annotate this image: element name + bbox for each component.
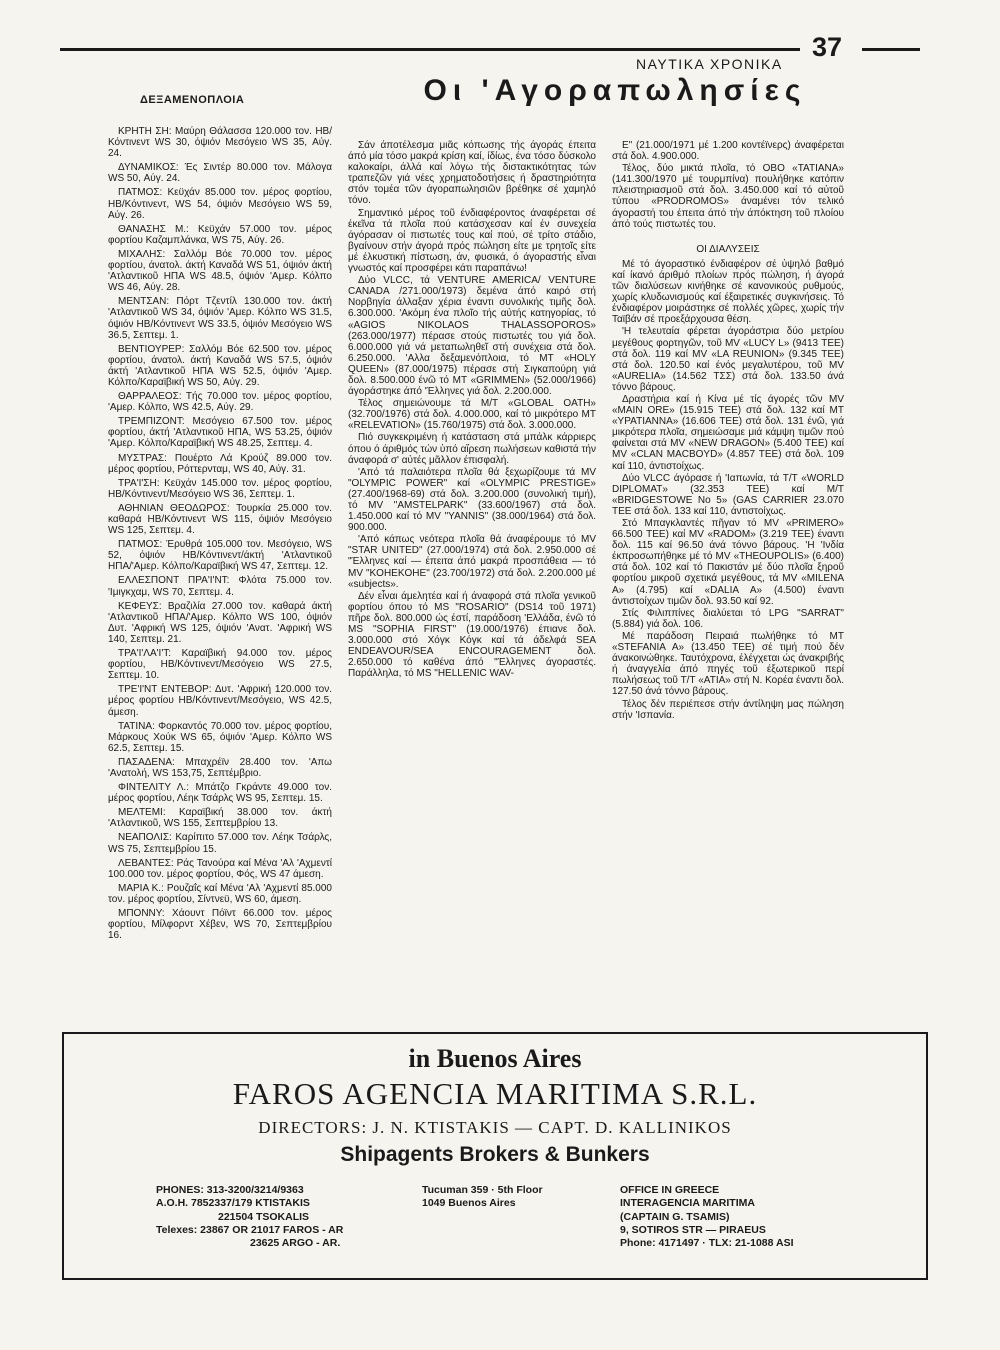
article-paragraph: Πιό συγκεκριμένη ή κατάσταση στά μπάλκ κάρριερς όπου ό άριθμός τών ὑπό αἵρεση πωλήσεων καθιστά τήν άναφορά σ' αὐτές μᾶλλον έπισφαλή. xyxy=(348,432,596,466)
page-number: 37 xyxy=(812,32,843,62)
tanker-entry: ΠΑΤΜΟΣ: Έρυθρά 105.000 τον. Μεσόγειο, WS 52, όψιόν ΗΒ/Κόντινεντ/άκτή 'Ατλαντικοῦ ΗΠΑ/'Αμερ. Κόλπο/Καραϊβική WS 47, Σεπτεμ. 12. xyxy=(108,539,332,573)
ad-office-line: INTERAGENCIA MARITIMA xyxy=(620,1197,755,1210)
ad-contacts xyxy=(156,1184,343,1250)
ad-title: in Buenos Aires xyxy=(408,1044,582,1073)
article-paragraph: Στό Μπαγκλαντές πῆγαν τό MV «PRIMERO» 66.500 ΤΕΕ) καί MV «RADOM» (3.219 ΤΕΕ) έναντι δολ. 115 καί 96.50 άνά τόννο βάρους. 'Η 'Ινδία έκπροσωπήθηκε μέ τό MV «THEOUPOLIS» (6.400) στά δολ. 102 καί τό Πακιστάν μέ δύο πλοῖα ξηροῦ φορτίου μικροῦ σχετικά μεγέθους, τά MV «MILENA A» (4.795) καί «DALIA A» (4.500) έναντι άντιστοίχων τιμῶν δολ. 93.50 καί 92. xyxy=(612,518,844,607)
tanker-entry: ΤΡΑ'Ι'ΣΗ: Κεϋχάν 145.000 τον. μέρος φορτίου, ΗΒ/Κόντινεντ/Μεσόγειο WS 36, Σεπτεμ. 1. xyxy=(108,477,332,500)
ad-office-line: 9, SOTIROS STR — PIRAEUS xyxy=(620,1223,766,1236)
article-column-middle xyxy=(348,140,596,681)
tanker-entry: ΘΑΡΡΑΛΕΟΣ: Τής 70.000 τον. μέρος φορτίου, 'Αμερ. Κόλπο, WS 42.5, Αύγ. 29. xyxy=(108,391,332,414)
article-paragraph: Σάν άποτέλεσμα μιᾶς κόπωσης τής άγοράς έπειτα άπό μία τόσο μακρά κρίση καί, ίδίως, ένα τόσο δύσκολο καλοκαίρι, άλλά καί λόγω τής διστακτικότητας τών τραπεζῶν γιά νέες χρηματοδοτήσεις ή δραστηριότητα στόν τομέα τῶν άγοραπωλησιῶν βρέθηκε σέ χαμηλό τόνο. xyxy=(348,140,596,207)
tanker-entry: ΜΕΛΤΕΜΙ: Καραϊβική 38.000 τον. άκτή 'Ατλαντικοῦ, WS 155, Σεπτεμβρίου 13. xyxy=(108,807,332,830)
tanker-entry: ΔΥΝΑΜΙΚΟΣ: Ές Σιντέρ 80.000 τον. Μάλογα WS 50, Αύγ. 24. xyxy=(108,162,332,185)
article-column-right xyxy=(612,140,844,722)
article-paragraph: Δύο VLCC άγόρασε ή 'Ιαπωνία, τά Τ/Τ «WORLD DIPLOMAT» (32.353 ΤΕΕ) καί Μ/Τ «BRIDGESTOWE No 5» (GAS CARRIER 23.070 ΤΕΕ στά δολ. 133 καί 110, άντιστοίχως. xyxy=(612,472,844,517)
ad-contact-line: PHONES: 313-3200/3214/9363 xyxy=(156,1184,304,1196)
header-rule-left xyxy=(60,48,800,51)
article-paragraph: Τέλος, δύο μικτά πλοῖα, τό ΟΒΟ «TATIANA» (141.300/1970 μέ τουρμπίνα) πουλήθηκε κατόπιν πλειστηριασμοῦ στά δολ. 3.450.000 καί τό αὐτοῦ τύπου «PRODROMOS» άναμένει τόν τελικό άγοραστή του έπειτα άπό τήν άπόκτηση τοῦ πλοίου άπό τούς πιστωτές του. xyxy=(612,163,844,230)
scrapping-subheading: ΟΙ ΔΙΑΛΥΣΕΙΣ xyxy=(696,243,760,255)
article-paragraph: Τέλος δέν περιέπεσε στήν άντίληψη μας πώληση στήν 'Ισπανία. xyxy=(612,698,844,721)
tanker-entry: ΘΑΝΑΣΗΣ Μ.: Κεϋχάν 57.000 τον. μέρος φορτίου Καζαμπλάνκα, WS 75, Αύγ. 26. xyxy=(108,223,332,246)
tanker-list xyxy=(108,126,332,944)
tanker-entry: ΜΥΣΤΡΑΣ: Πουέρτο Λά Κρούζ 89.000 τον. μέρος φορτίου, Ρόττερνταμ, WS 40, Αύγ. 31. xyxy=(108,452,332,475)
article-paragraph: Μέ τό άγοραστικό ένδιαφέρον σέ ὑψηλό βαθμό καί ίκανό άριθμό πλοίων πρός πώληση, ή άγορά τῶν διαλύσεων κινήθηκε σέ κανονικούς ρυθμούς, χωρίς κλυδωνισμούς καί έξαιρετικές συγκινήσεις. Τό ένδιαφέρον μοιράστηκε σέ πολλές χῶρες, χωρίς τήν Ταϊβάν σέ προεξάρχουσα θέση. xyxy=(612,258,844,326)
ad-office-line: OFFICE IN GREECE xyxy=(620,1184,720,1196)
ad-greece-office xyxy=(620,1184,794,1250)
tanker-entry: ΜΠΟΝΝΥ: Χάουντ Πόϊντ 66.000 τον. μέρος φορτίου, Μίλφορντ Χέβεν, WS 70, Σεπτεμβρίου 16. xyxy=(108,908,332,942)
section-label: ΔΕΞΑΜΕΝΟΠΛΟΙΑ xyxy=(140,94,245,106)
ad-office-line: (CAPTAIN G. TSAMIS) xyxy=(620,1210,730,1223)
tanker-entry: ΤΡΑ'Ι'ΛΑ'Ι'Τ: Καραϊβική 94.000 τον. μέρος φορτίου, ΗΒ/Κόντινεντ/Μεσόγειο WS 27.5, Σεπτεμ. 10. xyxy=(108,648,332,682)
ad-address xyxy=(422,1184,543,1211)
article-paragraph: Μέ παράδοση Πειραιά πωλήθηκε τό ΜΤ «STEFANIA A» (13.450 ΤΕΕ) σέ τιμή πού δέν άνακοινώθηκε. Ταυτόχρονα, έλέγχεται ώς άνακριβής ή άναγγελία άπό πηγές τοῦ έξωτερικοῦ περί πωλήσεως τοῦ Τ/Τ «ΑΤΙΑ» στή Ν. Κορέα έναντι δολ. 127.50 άνά τόννο βάρους. xyxy=(612,630,844,698)
article-paragraph: Στίς Φιλιππίνες διαλύεται τό LPG "SARRAT" (5.884) γιά δολ. 106. xyxy=(612,607,844,630)
ad-address-line: Tucuman 359 · 5th Floor xyxy=(422,1184,543,1196)
ad-company-name: FAROS AGENCIA MARITIMA S.R.L. xyxy=(232,1076,758,1111)
article-paragraph: Τέλος σημειώνουμε τά Μ/Τ «GLOBAL OATH» (32.700/1976) στά δολ. 4.000.000, καί τό μικρότερο ΜΤ «RELEVATION» (15.760/1975) στά δολ. 3.000.000. xyxy=(348,398,596,432)
tanker-entry: ΠΑΤΜΟΣ: Κεϋχάν 85.000 τον. μέρος φορτίου, ΗΒ/Κόντινεντ, WS 54, όψιόν Μεσόγειο WS 59, Αύγ. 26. xyxy=(108,187,332,221)
article-paragraph: 'Από τά παλαιότερα πλοῖα θά ξεχωρίζουμε τά MV "OLYMPIC POWER" καί «OLYMPIC PRESTIGE» (27.400/1968-69) στά δολ. 3.200.000 (συνολική τιμή), τό MV "AMSTELPARK" (33.600/1967) στά δολ. 1.450.000 καί τό MV "YANNIS" (38.000/1964) στά δολ. 900.000. xyxy=(348,466,596,534)
tanker-entry: ΤΑΤΙΝΑ: Φορκαντός 70.000 τον. μέρος φορτίου, Μάρκους Χούκ WS 65, όψιόν 'Αμερ. Κόλπο WS 62.5, Σεπτεμ. 15. xyxy=(108,720,332,754)
ad-contact-line: 221504 TSOKALIS xyxy=(218,1210,310,1223)
ad-office-line: Phone: 4171497 · TLX: 21-1088 ASI xyxy=(620,1237,794,1250)
tanker-entry: ΛΕΒΑΝΤΕΣ: Ράς Τανούρα καί Μένα 'Αλ 'Αχμεντί 100.000 τον. μέρος φορτίου, Φός, WS 47 άμεση. xyxy=(108,857,332,880)
tanker-entry: ΜΕΝΤΣΑΝ: Πόρτ Τζεντίλ 130.000 τον. άκτή 'Ατλαντικοῦ WS 34, όψιόν 'Αμερ. Κόλπο WS 31.5, όψιόν ΗΒ/Κόντινεντ WS 33.5, όψιόν Μεσόγειο WS 36.5, Σεπτεμ. 1. xyxy=(108,296,332,341)
ad-directors: DIRECTORS: J. N. KTISTAKIS — CAPT. D. KALLINIKOS xyxy=(258,1118,732,1137)
tanker-entry: ΤΡΕ'Ι'ΝΤ ΕΝΤΕΒΟΡ: Δυτ. 'Αφρική 120.000 τον. μέρος φορτίου ΗΒ/Κόντινεντ/Μεσόγειο, WS 42.5, άμεση. xyxy=(108,684,332,718)
header-rule-right xyxy=(862,48,920,51)
article-paragraph: Δύο VLCC, τά VENTURE AMERICA/ VENTURE CANADA /271.000/1973) δεμένα άπό καιρό στή Νορβηγία άλλαξαν χέρια έναντι συνολικής τιμῆς δολ. 6.300.000. 'Ακόμη ένα πλοῖο τής αὐτής κατηγορίας, τό «AGIOS NIKOLAOS THALASSOPOROS» (263.000/1977) πέρασε στούς πιστωτές του γιά δολ. 6.000.000 γιά νά μεταπωληθεῖ στή συνέχεια στά δολ. 6.250.000. 'Αλλα δεξαμενόπλοια, τό ΜΤ «HOLY QUEEN» (87.000/1975) πέρασε στή Σιγκαπούρη γιά δολ. 8.500.000 ένῶ τό ΜΤ «GRIMMEN» (52.000/1966) άγοράστηκε άπό 'Έλληνες γιά δολ. 2.200.000. xyxy=(348,275,596,398)
ad-contact-line: Telexes: 23867 OR 21017 FAROS - AR xyxy=(156,1223,344,1236)
tanker-entry: ΜΑΡΙΑ Κ.: Ρουζαΐς καί Μένα 'Αλ 'Αχμεντί 85.000 τον. μέρος φορτίου, Σίντνεϋ, WS 60, άμεση. xyxy=(108,882,332,905)
article-paragraph: 'Από κάπως νεότερα πλοῖα θά άναφέρουμε τό MV "STAR UNITED" (27.000/1974) στά δολ. 2.950.000 σέ "Έλληνες καί — έπειτα άπό μακρά προσπάθεια — τό MV "KOHEKOHE" (23.700/1972) στά δολ. 2.200.000 μέ «subjects». xyxy=(348,534,596,590)
tanker-entry: ΑΘΗΝΙΑΝ ΘΕΟΔΩΡΟΣ: Τουρκία 25.000 τον. καθαρά ΗΒ/Κόντινεντ WS 115, όψιόν Μεσόγειο WS 125, Σεπτεμ. 4. xyxy=(108,502,332,537)
tanker-entry: ΦΙΝΤΕΛΙΤΥ Λ.: Μπάτζο Γκράντε 49.000 τον. μέρος φορτίου, Λέηκ Τσάρλς WS 95, Σεπτεμ. 15. xyxy=(108,782,332,805)
tanker-entry: ΚΡΗΤΗ ΣΗ: Μαύρη Θάλασσα 120.000 τον. ΗΒ/Κόντινεντ WS 30, όψιόν Μεσόγειο WS 35, Αύγ. 24. xyxy=(108,126,332,160)
tanker-entry: ΜΙΧΑΛΗΣ: Σαλλόμ Βόε 70.000 τον. μέρος φορτίου, άνατολ. άκτή Καναδά WS 51, όψιόν άκτή 'Ατλαντικοῦ ΗΠΑ WS 48.5, όψιόν 'Αμερ. Κόλπο WS 46, Αύγ. 28. xyxy=(108,248,332,294)
tanker-entry: ΒΕΝΤΙΟΥΡΕΡ: Σαλλόμ Βόε 62.500 τον. μέρος φορτίου, άνατολ. άκτή Καναδά WS 57.5, όψιόν άκτή 'Ατλαντικοῦ ΗΠΑ WS 52.5, όψιόν 'Αμερ. Κόλπο/Καραϊβική WS 50, Αύγ. 29. xyxy=(108,343,332,388)
tanker-entry: ΠΑΣΑΔΕΝΑ: Μπαχρέϊν 28.400 τον. 'Απω 'Ανατολή, WS 153,75, Σεπτέμβριο. xyxy=(108,756,332,779)
ad-address-line: 1049 Buenos Aires xyxy=(422,1197,516,1210)
article-paragraph: 'Η τελευταία φέρεται άγοράστρια δύο μετρίου μεγέθους φορτηγῶν, τοῦ MV «LUCY L» (9413 ΤΕΕ) στά δολ. 119 καί MV «LA REUNION» (9.345 ΤΕΕ) στά δολ. 120.50 καί ένός μεγαλυτέρου, τοῦ MV «AURELIA» (14.562 ΤΣΣ) στά δολ. 133.50 άνά τόννο βάρους. xyxy=(612,326,844,393)
article-paragraph: Σημαντικό μέρος τοῦ ένδιαφέροντος άναφέρεται σέ έκεῖνα τά πλοῖα πού κατάσχεσαν καί έν συνεχεία άγόρασαν οί πιστωτές τους καί πού, σέ τρίτο στάδιο, βγαίνουν στήν άγορά πρός πώληση είτε με τρητοῖς είτε μέ έλκυστική πίστωση, άν, φυσικά, ό άγοραστής εἶναι γνωστός καί προσφέρει κάτι παραπάνω! xyxy=(348,207,596,275)
ad-contact-line: A.O.H. 7852337/179 KTISTAKIS xyxy=(156,1197,310,1210)
article-paragraph: Δέν εἶναι άμελητέα καί ή άναφορά στά πλοῖα γενικοῦ φορτίου όπου τό MS "ROSARIO" (DS14 τοῦ 1971) πῆρε δολ. 800.000 ώς έστί, παράδοση 'Ελλάδα, ένῶ τό MS "SOPHIA FIRST" (19.000/1976) έπιανε δολ. 3.000.000 στό Χόγκ Κόγκ καί τά άδελφά SEA ENDEAVOUR/SEA ENCOURAGEMENT δολ. 2.650.000 τό καθένα άπό "Έλληνες άγοραστές. Παράλληλα, τό MS "HELLENIC WAV- xyxy=(348,590,596,680)
article-paragraph: E" (21.000/1971 μέ 1.200 κοντέϊνερς) άναφέρεται στά δολ. 4.900.000. xyxy=(612,140,844,163)
tanker-entry: ΤΡΕΜΠΙΖΟΝΤ: Μεσόγειο 67.500 τον. μέρος φορτίου, άκτή 'Ατλαντικοῦ ΗΠΑ, WS 53.25, όψιόν 'Αμερ. Κόλπο/Καραϊβική WS 48.25, Σεπτεμ. 4. xyxy=(108,416,332,450)
magazine-name: ΝΑΥΤΙΚΑ ΧΡΟΝΙΚΑ xyxy=(636,56,783,72)
tanker-entry: ΝΕΑΠΟΛΙΣ: Καρίπιτο 57.000 τον. Λέηκ Τσάρλς, WS 75, Σεπτεμβρίου 15. xyxy=(108,832,332,855)
article-title: Οι 'Αγοραπωλησίες xyxy=(423,74,807,107)
tanker-entry: ΕΛΛΕΣΠΟΝΤ ΠΡΑ'Ι'ΝΤ: Φλότα 75.000 τον. 'Ιμιγκχαμ, WS 70, Σεπτεμ. 4. xyxy=(108,575,332,598)
ad-contact-line: 23625 ARGO - AR. xyxy=(250,1237,341,1250)
faros-advertisement xyxy=(62,1032,928,1280)
ad-services: Shipagents Brokers & Bunkers xyxy=(340,1143,650,1166)
tanker-entry: ΚΕΦΕΥΣ: Βραζιλία 27.000 τον. καθαρά άκτή 'Ατλαντικοῦ ΗΠΑ/'Αμερ. Κόλπο WS 100, όψιόν Δυτ. 'Αφρική WS 125, όψιόν 'Ανατ. 'Αφρική WS 140, Σεπτεμ. 21. xyxy=(108,600,332,645)
article-paragraph: Δραστήρια καί ή Κίνα μέ τίς άγορές τῶν MV «MAIN ORE» (15.915 ΤΕΕ) στά δολ. 132 καί ΜΤ «YPATIANNA» (16.606 ΤΕΕ) στά δολ. 131 ένῶ, γιά μικρότερα πλοῖα, σημειώσαμε μιά κάμψη τιμῶν πού φαίνεται στά MV «NEW DRAGON» (5.400 ΤΕΕ) καί MV «CLAN MACBOYD» (4.857 ΤΕΕ) στά δολ. 109 καί 110, άντιστοίχως. xyxy=(612,393,844,472)
